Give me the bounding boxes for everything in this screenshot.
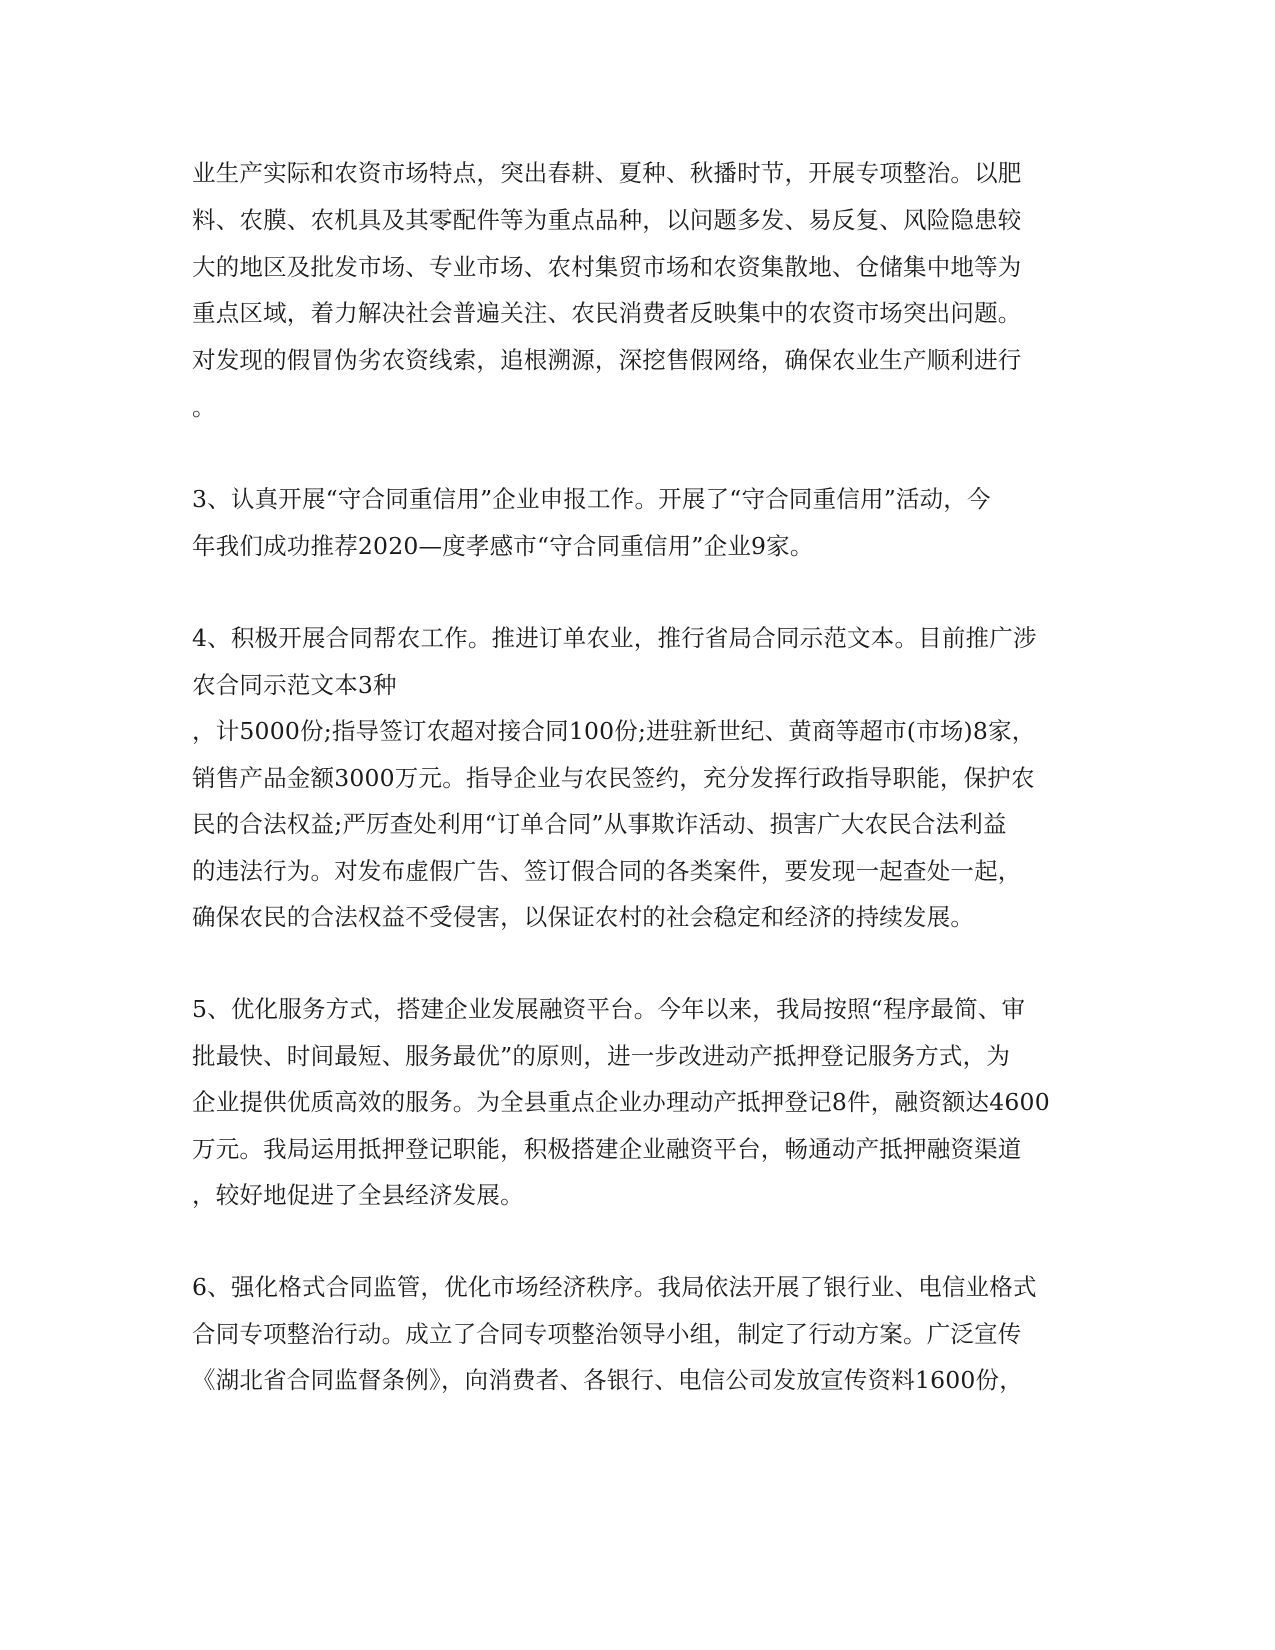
text-line: 3、认真开展“守合同重信用”企业申报工作。开展了“守合同重信用”活动，今 [192,485,991,513]
text-line: ，计5000份;指导签订农超对接合同100份;进驻新世纪、黄商等超市(市场)8家， [192,717,1036,745]
text-line: 对发现的假冒伪劣农资线索，追根溯源，深挖售假网络，确保农业生产顺利进行 [192,346,1022,374]
text-line: 确保农民的合法权益不受侵害，以保证农村的社会稳定和经济的持续发展。 [192,903,975,931]
text-line: 4、积极开展合同帮农工作。推进订单农业，推行省局合同示范文本。目前推广涉 [192,624,1037,652]
text-line: 6、强化格式合同监管，优化市场经济秩序。我局依法开展了银行业、电信业格式 [192,1273,1037,1301]
text-line: 企业提供优质高效的服务。为全县重点企业办理动产抵押登记8件，融资额达4600 [192,1088,1050,1116]
text-line: 业生产实际和农资市场特点，突出春耕、夏种、秋播时节，开展专项整治。以肥 [192,159,1022,187]
text-line: ，较好地促进了全县经济发展。 [192,1181,524,1209]
text-line: 销售产品金额3000万元。指导企业与农民签约，充分发挥行政指导职能，保护农 [192,764,1035,792]
text-line: 农合同示范文本3种 [192,671,397,699]
text-line: 万元。我局运用抵押登记职能，积极搭建企业融资平台，畅通动产抵押融资渠道 [192,1135,1022,1163]
text-line: 料、农膜、农机具及其零配件等为重点品种，以问题多发、易反复、风险隐患较 [192,206,1022,234]
text-line: 重点区域，着力解决社会普遍关注、农民消费者反映集中的农资市场突出问题。 [192,299,1022,327]
text-line: 批最快、时间最短、服务最优”的原则，进一步改进动产抵押登记服务方式，为 [192,1042,1011,1070]
text-line: 合同专项整治行动。成立了合同专项整治领导小组，制定了行动方案。广泛宣传 [192,1320,1022,1348]
text-line: 年我们成功推荐2020—度孝感市“守合同重信用”企业9家。 [192,532,814,560]
text-line: 5、优化服务方式，搭建企业发展融资平台。今年以来，我局按照“程序最简、审 [192,995,1026,1023]
text-line: 民的合法权益;严厉查处利用“订单合同”从事欺诈活动、损害广大农民合法利益 [192,810,1007,838]
text-line: 大的地区及批发市场、专业市场、农村集贸市场和农资集散地、仓储集中地等为 [192,253,1022,281]
text-line: 的违法行为。对发布虚假广告、签订假合同的各类案件，要发现一起查处一起， [192,857,1022,885]
text-line: 。 [192,393,216,421]
text-line: 《湖北省合同监督条例》，向消费者、各银行、电信公司发放宣传资料1600份， [192,1366,1023,1394]
